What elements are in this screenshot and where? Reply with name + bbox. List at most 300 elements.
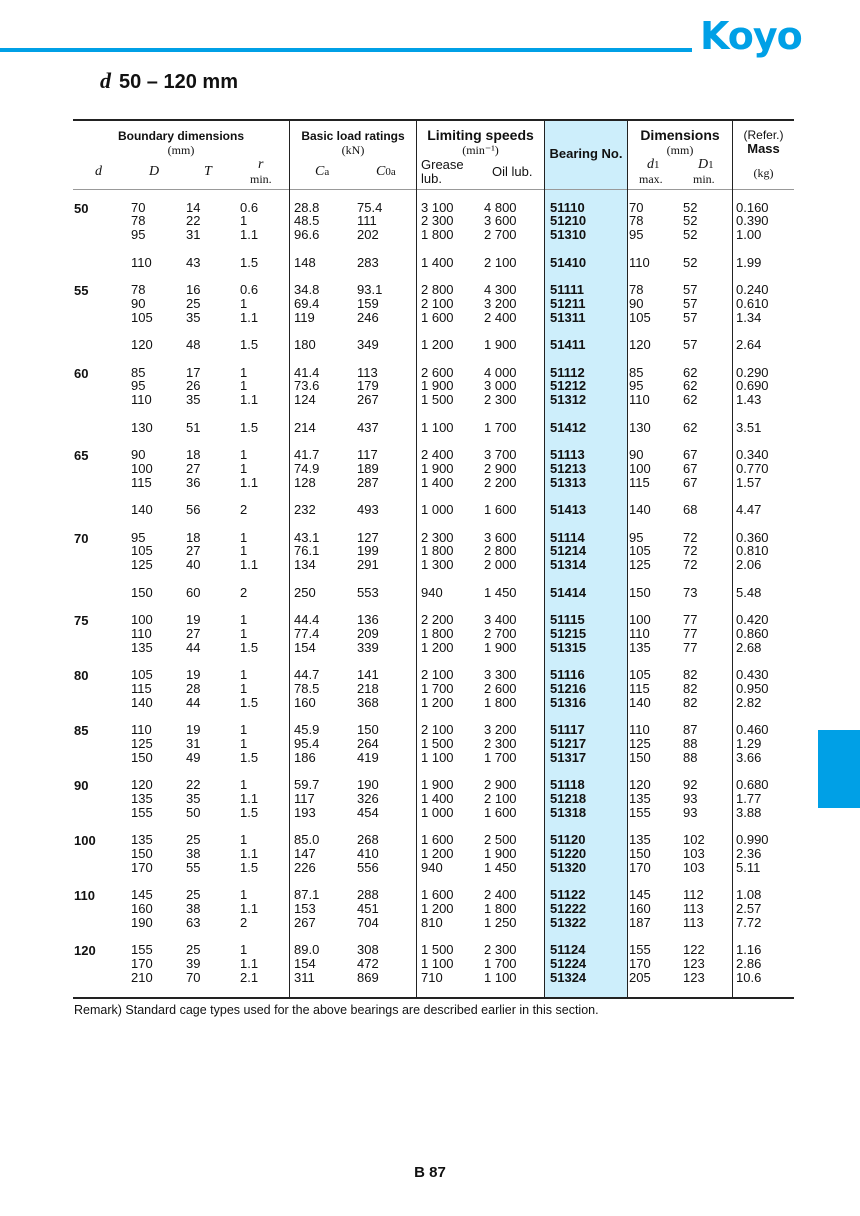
cell-T: 27 (186, 460, 201, 476)
cell-bearing-no: 51315 (550, 639, 587, 655)
cell-D1: 52 (683, 254, 698, 270)
cell-grease: 1 800 (421, 543, 454, 559)
cell-Ca: 119 (294, 309, 315, 325)
cell-Ca: 186 (294, 749, 316, 765)
cell-mass: 1.99 (736, 254, 762, 270)
cell-bearing-no: 51122 (550, 887, 586, 902)
cell-C0a: 127 (357, 529, 379, 545)
header-D: D (149, 164, 160, 179)
cell-mass: 0.950 (736, 680, 769, 696)
cell-D1: 88 (683, 749, 698, 765)
cell-oil: 2 200 (484, 474, 517, 490)
cell-D: 120 (131, 337, 153, 352)
cell-d1: 90 (629, 447, 644, 462)
table-header-rule (73, 189, 794, 190)
cell-C0a: 283 (357, 254, 379, 270)
cell-D: 135 (131, 832, 153, 847)
cell-D: 125 (131, 735, 153, 751)
cell-Ca: 117 (294, 790, 315, 806)
cell-T: 22 (186, 777, 201, 792)
cell-grease: 710 (421, 969, 443, 985)
cell-mass: 0.770 (736, 460, 769, 476)
header-accent-rule (0, 48, 692, 52)
cell-oil: 2 300 (484, 735, 517, 751)
cell-r: 2 (240, 914, 248, 930)
cell-D: 90 (131, 447, 146, 462)
cell-C0a: 202 (357, 227, 379, 242)
cell-bearing-no: 51120 (550, 832, 586, 847)
header-r: r (258, 157, 264, 172)
cell-grease: 1 100 (421, 955, 454, 971)
cell-D: 150 (131, 749, 153, 765)
cell-D: 110 (131, 392, 152, 407)
cell-D: 95 (131, 227, 146, 242)
cell-grease: 1 500 (421, 942, 454, 957)
cell-r: 1 (240, 295, 248, 311)
cell-d1: 105 (629, 309, 651, 325)
cell-r: 1 (240, 364, 248, 380)
cell-C0a: 339 (357, 639, 379, 655)
cell-oil: 2 000 (484, 557, 517, 572)
cell-grease: 1 900 (421, 777, 454, 792)
brand-logo: Koyo (700, 14, 802, 58)
cell-C0a: 190 (357, 777, 379, 792)
cell-r: 1 (240, 667, 248, 682)
cell-mass: 1.43 (736, 392, 762, 407)
cell-d1: 70 (629, 199, 644, 215)
cell-Ca: 226 (294, 859, 316, 875)
cell-bearing-no: 51317 (550, 749, 587, 765)
cell-grease: 1 800 (421, 227, 454, 242)
cell-T: 17 (186, 364, 201, 380)
cell-oil: 1 900 (484, 337, 517, 352)
cell-oil: 1 800 (484, 900, 517, 916)
cell-bearing-no: 51312 (550, 392, 587, 407)
header-c0a (376, 164, 396, 180)
header-D1 (698, 157, 714, 173)
cell-mass: 0.430 (736, 667, 769, 682)
cell-C0a: 419 (357, 749, 379, 765)
header-boundary-dimensions: Boundary dimensions (117, 129, 245, 143)
cell-Ca: 45.9 (294, 722, 320, 737)
cell-bearing-no: 51224 (550, 955, 587, 971)
cell-D: 135 (131, 790, 153, 806)
cell-d1: 78 (629, 213, 644, 229)
cell-grease: 1 000 (421, 804, 454, 820)
cell-D: 115 (131, 680, 152, 696)
cell-C0a: 136 (357, 612, 379, 627)
cell-grease: 1 600 (421, 309, 454, 325)
cell-d1: 120 (629, 337, 651, 352)
cell-d1: 78 (629, 282, 644, 297)
header-c0a-sub: 0a (385, 166, 396, 178)
cell-D: 170 (131, 955, 153, 971)
cell-C0a: 267 (357, 392, 379, 407)
cell-bearing-no: 51316 (550, 694, 587, 710)
cell-r: 1 (240, 543, 248, 559)
cell-D: 90 (131, 295, 146, 311)
cell-T: 70 (186, 969, 201, 985)
cell-D1: 72 (683, 557, 698, 572)
cell-bearing-no: 51414 (550, 584, 587, 600)
cell-d1: 95 (629, 529, 644, 545)
cell-bearing-no: 51411 (550, 337, 586, 352)
cell-C0a: 308 (357, 942, 379, 957)
cell-mass: 0.290 (736, 364, 769, 380)
cell-bearing-no: 51217 (550, 735, 587, 751)
cell-bearing-no: 51112 (550, 364, 585, 380)
cell-D1: 88 (683, 735, 698, 751)
header-D1-sub: 1 (708, 159, 714, 171)
cell-mass: 1.16 (736, 942, 762, 957)
cell-D1: 93 (683, 790, 698, 806)
cell-D1: 93 (683, 804, 698, 820)
section-thumb-tab (818, 730, 860, 808)
cell-Ca: 59.7 (294, 777, 320, 792)
col-divider (544, 121, 545, 998)
cell-bearing-no: 51311 (550, 309, 586, 325)
cell-r: 1 (240, 378, 248, 394)
cell-bearing-no: 51110 (550, 199, 585, 215)
cell-oil: 1 700 (484, 419, 517, 435)
cell-mass: 2.68 (736, 639, 762, 655)
cell-T: 48 (186, 337, 201, 352)
cell-grease: 1 600 (421, 832, 454, 847)
cell-d1: 135 (629, 790, 651, 806)
header-r-min: min. (250, 172, 272, 186)
cell-oil: 1 450 (484, 584, 517, 600)
cell-oil: 4 300 (484, 282, 517, 297)
cell-C0a: 287 (357, 474, 379, 490)
cell-oil: 2 900 (484, 777, 517, 792)
col-divider (732, 121, 733, 998)
cell-r: 2 (240, 584, 248, 600)
cell-d1: 155 (629, 942, 651, 957)
cell-Ca: 77.4 (294, 625, 320, 641)
cell-oil: 1 700 (484, 749, 517, 765)
header-load-unit: (kN) (341, 143, 365, 157)
cell-bearing-no: 51215 (550, 625, 587, 641)
cell-Ca: 44.4 (294, 612, 320, 627)
cell-d1: 125 (629, 735, 651, 751)
cell-oil: 1 450 (484, 859, 517, 875)
cell-d1: 85 (629, 364, 644, 380)
title-range: 50 – 120 mm (119, 71, 238, 93)
cell-grease: 2 300 (421, 529, 454, 545)
cell-r: 1 (240, 612, 248, 627)
header-bearing-no: Bearing No. (549, 146, 623, 161)
cell-mass: 5.11 (736, 859, 761, 875)
cell-oil: 1 250 (484, 914, 517, 930)
cell-d1: 95 (629, 378, 644, 394)
cell-T: 28 (186, 680, 201, 696)
cell-T: 25 (186, 295, 201, 311)
cell-d1: 100 (629, 460, 651, 476)
cell-Ca: 124 (294, 392, 316, 407)
cell-Ca: 34.8 (294, 282, 320, 297)
cell-D1: 123 (683, 955, 705, 971)
cell-Ca: 43.1 (294, 529, 320, 545)
cell-d1: 170 (629, 859, 651, 875)
cell-D: 135 (131, 639, 153, 655)
cell-oil: 2 500 (484, 832, 517, 847)
cell-C0a: 704 (357, 914, 379, 930)
cell-r: 1.1 (240, 900, 259, 916)
cell-oil: 2 700 (484, 227, 517, 242)
cell-D: 130 (131, 419, 153, 435)
cell-oil: 3 700 (484, 447, 517, 462)
bore-diameter-55: 55 (74, 283, 89, 298)
cell-d1: 90 (629, 295, 644, 311)
header-speed-unit: (min⁻¹) (462, 143, 499, 157)
cell-oil: 2 800 (484, 543, 517, 559)
remark-note: Remark) Standard cage types used for the above bearings are described earlier in this section. (74, 1003, 599, 1017)
cell-bearing-no: 51313 (550, 474, 587, 490)
cell-T: 22 (186, 213, 201, 229)
bore-diameter-60: 60 (74, 365, 89, 381)
bore-diameter-70: 70 (74, 530, 89, 546)
cell-d1: 125 (629, 557, 651, 572)
cell-D: 100 (131, 612, 153, 627)
cell-mass: 0.810 (736, 543, 769, 559)
cell-r: 1 (240, 735, 248, 751)
cell-C0a: 454 (357, 804, 379, 820)
cell-T: 19 (186, 667, 201, 682)
cell-mass: 4.47 (736, 502, 762, 517)
cell-D1: 67 (683, 460, 698, 476)
cell-r: 1 (240, 447, 248, 462)
cell-C0a: 159 (357, 295, 379, 311)
cell-C0a: 218 (357, 680, 379, 696)
cell-D: 140 (131, 694, 153, 710)
cell-d1: 187 (629, 914, 651, 930)
header-mass: Mass (747, 141, 780, 156)
cell-Ca: 41.4 (294, 364, 320, 380)
cell-bearing-no: 51410 (550, 254, 587, 270)
cell-T: 38 (186, 900, 201, 916)
cell-D1: 113 (683, 900, 704, 916)
cell-mass: 0.680 (736, 777, 769, 792)
cell-d1: 150 (629, 584, 651, 600)
cell-r: 1.1 (240, 309, 259, 325)
cell-grease: 1 200 (421, 337, 454, 352)
cell-d1: 110 (629, 254, 650, 270)
cell-grease: 2 200 (421, 612, 454, 627)
cell-oil: 3 600 (484, 213, 517, 229)
cell-C0a: 179 (357, 378, 379, 394)
cell-D1: 82 (683, 667, 698, 682)
cell-grease: 940 (421, 859, 443, 875)
cell-mass: 1.34 (736, 309, 762, 325)
cell-oil: 1 700 (484, 955, 517, 971)
cell-r: 1.5 (240, 804, 259, 820)
cell-oil: 1 100 (484, 969, 517, 985)
cell-mass: 7.72 (736, 914, 762, 930)
bore-diameter-50: 50 (74, 200, 89, 216)
cell-C0a: 326 (357, 790, 379, 806)
cell-Ca: 134 (294, 557, 316, 572)
cell-mass: 1.57 (736, 474, 762, 490)
cell-D: 120 (131, 777, 153, 792)
cell-D1: 67 (683, 474, 698, 490)
cell-mass: 5.48 (736, 584, 762, 600)
cell-grease: 1 500 (421, 392, 454, 407)
cell-D: 210 (131, 969, 153, 985)
cell-grease: 1 200 (421, 694, 454, 710)
col-divider (289, 121, 290, 998)
cell-C0a: 437 (357, 419, 379, 435)
cell-d1: 205 (629, 969, 651, 985)
cell-bearing-no: 51111 (550, 282, 584, 297)
cell-grease: 1 000 (421, 502, 454, 517)
cell-bearing-no: 51222 (550, 900, 587, 916)
cell-mass: 2.86 (736, 955, 762, 971)
header-dimensions: Dimensions (640, 127, 720, 143)
cell-D1: 103 (683, 845, 705, 861)
cell-bearing-no: 51220 (550, 845, 587, 861)
cell-T: 38 (186, 845, 201, 861)
cell-D: 105 (131, 667, 153, 682)
cell-r: 1.5 (240, 254, 259, 270)
cell-r: 1.1 (240, 845, 259, 861)
cell-oil: 3 600 (484, 529, 517, 545)
cell-r: 1 (240, 722, 248, 737)
col-divider (416, 121, 417, 998)
cell-mass: 2.57 (736, 900, 762, 916)
cell-D1: 62 (683, 419, 698, 435)
cell-r: 1.5 (240, 749, 259, 765)
cell-r: 1 (240, 529, 248, 545)
cell-T: 35 (186, 392, 201, 407)
cell-d1: 170 (629, 955, 651, 971)
cell-r: 1 (240, 942, 248, 957)
cell-r: 1.1 (240, 790, 259, 806)
cell-oil: 3 000 (484, 378, 517, 394)
cell-D1: 77 (683, 639, 698, 655)
cell-D: 85 (131, 364, 146, 380)
cell-bearing-no: 51116 (550, 667, 585, 682)
cell-r: 1.1 (240, 227, 259, 242)
cell-r: 1.1 (240, 474, 259, 490)
cell-d1: 95 (629, 227, 644, 242)
cell-r: 1 (240, 625, 248, 641)
cell-d1: 110 (629, 722, 650, 737)
cell-C0a: 288 (357, 887, 379, 902)
cell-bearing-no: 51412 (550, 419, 587, 435)
cell-D: 110 (131, 254, 152, 270)
cell-Ca: 78.5 (294, 680, 320, 696)
cell-D1: 57 (683, 309, 698, 325)
cell-Ca: 193 (294, 804, 316, 820)
cell-d1: 110 (629, 625, 650, 641)
cell-grease: 1 900 (421, 378, 454, 394)
cell-oil: 1 900 (484, 639, 517, 655)
cell-C0a: 368 (357, 694, 379, 710)
cell-mass: 3.88 (736, 804, 762, 820)
cell-D: 110 (131, 625, 152, 641)
cell-D: 145 (131, 887, 153, 902)
cell-grease: 1 100 (421, 419, 454, 435)
cell-oil: 2 100 (484, 790, 517, 806)
table-top-rule (73, 119, 794, 121)
cell-grease: 2 300 (421, 213, 454, 229)
cell-C0a: 209 (357, 625, 379, 641)
cell-r: 1.5 (240, 419, 259, 435)
cell-T: 36 (186, 474, 201, 490)
cell-C0a: 869 (357, 969, 379, 985)
cell-r: 1.5 (240, 859, 259, 875)
cell-Ca: 41.7 (294, 447, 320, 462)
cell-grease: 1 900 (421, 460, 454, 476)
cell-oil: 4 800 (484, 199, 517, 215)
cell-T: 44 (186, 639, 201, 655)
cell-D1: 82 (683, 694, 698, 710)
cell-Ca: 69.4 (294, 295, 320, 311)
cell-grease: 2 100 (421, 667, 454, 682)
cell-mass: 0.610 (736, 295, 769, 311)
cell-r: 0.6 (240, 199, 259, 215)
header-d1-max: max. (639, 172, 663, 186)
header-dimensions-unit: (mm) (666, 143, 694, 157)
cell-bearing-no: 51117 (550, 722, 585, 737)
cell-d1: 140 (629, 694, 651, 710)
cell-grease: 2 400 (421, 447, 454, 462)
cell-r: 1.5 (240, 639, 259, 655)
cell-T: 25 (186, 832, 201, 847)
cell-mass: 0.690 (736, 378, 769, 394)
cell-oil: 3 200 (484, 722, 517, 737)
cell-d1: 145 (629, 887, 651, 902)
cell-Ca: 267 (294, 914, 316, 930)
cell-T: 25 (186, 887, 201, 902)
header-boundary-unit: (mm) (167, 143, 195, 157)
cell-grease: 1 200 (421, 845, 454, 861)
cell-d1: 140 (629, 502, 651, 517)
cell-r: 1.1 (240, 557, 259, 572)
cell-d1: 100 (629, 612, 651, 627)
cell-D: 105 (131, 543, 153, 559)
cell-grease: 1 800 (421, 625, 454, 641)
header-ca (315, 164, 329, 180)
cell-D: 78 (131, 213, 146, 229)
cell-r: 2 (240, 502, 248, 517)
cell-C0a: 141 (357, 667, 379, 682)
cell-D1: 122 (683, 942, 705, 957)
cell-mass: 0.360 (736, 529, 769, 545)
cell-grease: 2 100 (421, 722, 454, 737)
cell-oil: 1 800 (484, 694, 517, 710)
cell-d1: 160 (629, 900, 651, 916)
cell-D1: 52 (683, 227, 698, 242)
header-c0a-letter: C (376, 164, 386, 179)
cell-r: 1.5 (240, 337, 259, 352)
cell-mass: 0.420 (736, 612, 769, 627)
cell-grease: 1 200 (421, 900, 454, 916)
cell-mass: 3.51 (736, 419, 762, 435)
cell-grease: 1 700 (421, 680, 454, 696)
cell-grease: 1 400 (421, 474, 454, 490)
cell-r: 1 (240, 680, 248, 696)
cell-C0a: 268 (357, 832, 379, 847)
cell-r: 1 (240, 832, 248, 847)
cell-Ca: 128 (294, 474, 316, 490)
cell-oil: 2 600 (484, 680, 517, 696)
col-divider (627, 121, 628, 998)
cell-bearing-no: 51213 (550, 460, 587, 476)
cell-mass: 0.990 (736, 832, 769, 847)
cell-mass: 3.66 (736, 749, 762, 765)
cell-oil: 4 000 (484, 364, 517, 380)
